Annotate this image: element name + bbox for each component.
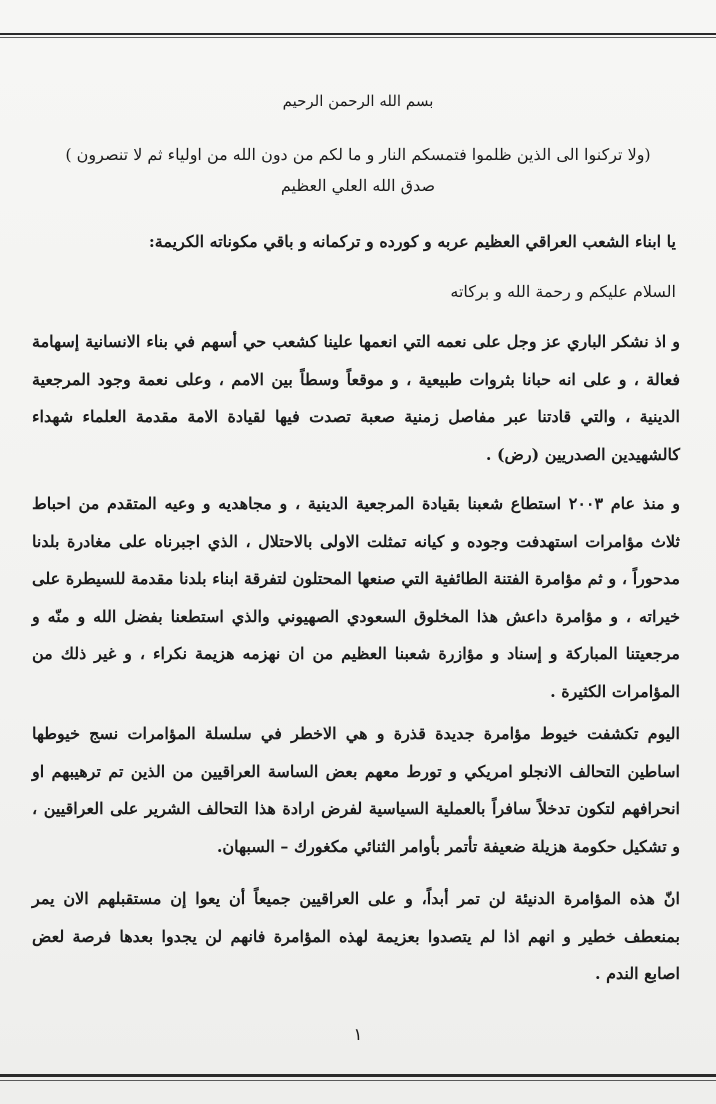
verse-closing: صدق الله العلي العظيم — [280, 176, 436, 195]
basmala-heading: بسم الله الرحمن الرحيم — [282, 92, 434, 110]
paragraph-1: و اذ نشكر الباري عز وجل على نعمه التي انعمها علينا كشعب حي أسهم في بناء الانسانية إسهامة فعالة ، و على انه حبانا بثروات طبيعية ، و موقعاً وسطاً بين الامم ، وعلى نعمة وجود المرجعية الدينية ، والتي قادتنا عبر مفاصل زمنية صعبة تصدت فيها لقيادة الامة مقدمة العلماء شهداء كالشهيدين الصدريين (رض) . — [32, 332, 681, 464]
greeting-line: السلام عليكم و رحمة الله و بركاته — [450, 282, 676, 301]
paragraph-4: انّ هذه المؤامرة الدنيئة لن تمر أبداً، و على العراقيين جميعاً أن يعوا إن مستقبلهم الان يمر بمنعطف خطير و انهم اذا لم يتصدوا بعزيمة لهذه المؤامرة فانهم لن يجدوا بعدها فرصة لعض اصابع الندم . — [32, 889, 680, 983]
top-border-line-thin — [0, 37, 716, 38]
paragraph-3: اليوم تكشفت خيوط مؤامرة جديدة قذرة و هي الاخطر في سلسلة المؤامرات نسج خيوطها اساطين التحالف الانجلو امريكي و تورط معهم بعض الساسة العراقيين من الذين تم ترهيبهم او انحرافهم لتكون تدخلاً سافراً بالعملية السياسية لفرض ارادة هذا التحالف الشرير على العراقيين ، و تشكيل حكومة هزيلة ضعيفة تأتمر بأوامر الثنائي مكغورك – السبهان. — [32, 724, 680, 856]
paragraph-2: و منذ عام ٢٠٠٣ استطاع شعبنا بقيادة المرجعية الدينية ، و مجاهديه و وعيه المتقدم من احباط ثلاث مؤامرات استهدفت وجوده و كيانه تمثلت الاولى بالاحتلال ، الذي اجبرناه على مغادرة بلدنا مدحوراً ، و ثم مؤامرة الفتنة الطائفية التي صنعها المحتلون لتفرقة ابناء بلدنا مقدمة للسيطرة على خيراته ، و مؤامرة داعش هذا المخلوق السعودي الصهيوني والذي استطعنا بفضل الله و منّه و مرجعيتنا المباركة و إسناد و مؤازرة شعبنا العظيم من ان نهزمه هزيمة نكراء ، و غير ذلك من المؤامرات الكثيرة . — [32, 494, 681, 701]
top-border-line — [0, 33, 716, 35]
bottom-border-line-thin — [0, 1080, 716, 1081]
address-line: يا ابناء الشعب العراقي العظيم عربه و كورده و تركمانه و باقي مكوناته الكريمة: — [148, 232, 676, 251]
quran-verse: (ولا تركنوا الى الذين ظلموا فتمسكم النار و ما لكم من دون الله من اولياء ثم لا تنصرون ) — [65, 145, 651, 164]
bottom-border-line — [0, 1074, 716, 1077]
page-number: ١ — [353, 1025, 363, 1045]
